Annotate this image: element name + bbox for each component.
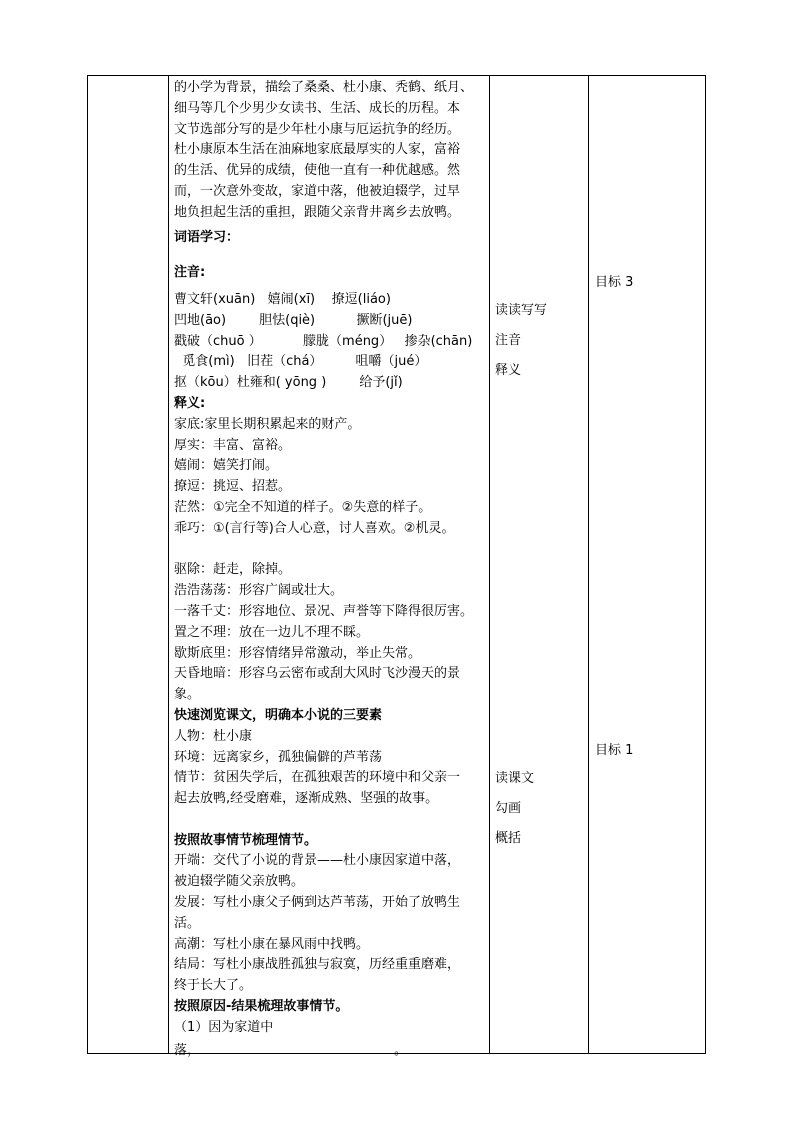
student-activity-group-1 (495, 296, 585, 386)
definition-line: 茫然：①完全不知道的样子。②失意的样子。 (174, 499, 432, 515)
intro-line: 的生活、优异的成绩，使他一直有一种优越感。然 (174, 163, 461, 179)
activity-label: 勾画 (495, 801, 522, 816)
activity-label: 注音 (495, 333, 522, 348)
activity-label: 释义 (495, 363, 522, 378)
column-divider-3 (588, 76, 589, 1053)
plot-line: 终于长大了。 (174, 978, 253, 994)
definition-line: 浩浩荡荡：形容广阔或壮大。 (174, 583, 344, 599)
lesson-table (87, 75, 706, 1058)
activity-label: 读课文 (495, 771, 535, 786)
plot-line: 发展：写杜小康父子俩到达芦苇荡，开始了放鸭生 (174, 895, 461, 911)
elements-line: 人物：杜小康 (174, 728, 253, 744)
plot-heading: 按照故事情节梳理情节。 (174, 832, 318, 848)
cause-heading: 按照原因-结果梳理故事情节。 (174, 999, 349, 1015)
elements-heading: 快速浏览课文，明确本小说的三要素 (174, 707, 383, 723)
definition-line: 一落千丈：形容地位、景况、声誉等下降得很厉害。 (174, 603, 474, 619)
definition-line: 天昏地暗：形容乌云密布或刮大风时飞沙漫天的景 (174, 666, 461, 682)
intro-line: 细马等几个少男少女读书、生活、成长的历程。本 (174, 100, 461, 116)
zhuyin-line: 抠（kōu）杜雍和( yōng ) 给予(jǐ) (174, 375, 403, 391)
plot-line: 开端：交代了小说的背景——杜小康因家道中落， (174, 853, 461, 869)
zhuyin-line: 凹地(āo) 胆怯(qiè) 撅断(juē) (174, 312, 413, 328)
cause-line-with-blank (174, 1039, 489, 1062)
definition-line: 歇斯底里：形容情绪异常激动，举止失常。 (174, 645, 422, 661)
plot-line: 活。 (174, 915, 201, 931)
plot-line: 结局：写杜小康战胜孤独与寂寞，历经重重磨难， (174, 957, 461, 973)
definition-line: 置之不理：放在一边儿不理不睬。 (174, 624, 370, 640)
activity-label: 读读写写 (495, 303, 548, 318)
teaching-content-column (174, 78, 489, 1061)
definition-line: 象。 (174, 687, 201, 703)
intro-line: 杜小康原本生活在油麻地家底最厚实的人家，富裕 (174, 142, 461, 158)
plot-line: 被迫辍学随父亲放鸭。 (174, 874, 305, 890)
column-divider-2 (489, 76, 490, 1053)
intro-line: 地负担起生活的重担，跟随父亲背井离乡去放鸭。 (174, 204, 461, 220)
vocab-heading: 词语学习： (174, 229, 240, 245)
definition-line: 乖巧：①(言行等)合人心意，讨人喜欢。②机灵。 (174, 520, 455, 536)
zhuyin-line: 戳破（chuō ） 朦胧（méng） 掺杂(chān) (174, 333, 473, 349)
zhuyin-heading: 注音: (174, 265, 206, 281)
intro-line: 文节选部分写的是少年杜小康与厄运抗争的经历。 (174, 121, 461, 137)
elements-line: 起去放鸭,经受磨难，逐渐成熟、坚强的故事。 (174, 791, 439, 807)
intro-line: 而，一次意外变故，家道中落，他被迫辍学，过早 (174, 183, 461, 199)
intro-line: 的小学为背景，描绘了桑桑、杜小康、秃鹤、纸月、 (174, 80, 474, 95)
definition-line: 撩逗：挑逗、招惹。 (174, 479, 292, 495)
definition-line: 嬉闹：嬉笑打闹。 (174, 458, 279, 474)
elements-line: 环境：远离家乡，孤独偏僻的芦苇荡 (174, 749, 383, 765)
definition-line: 驱除：赶走，除掉。 (174, 562, 292, 578)
activity-label: 概括 (495, 831, 522, 846)
student-activity-group-2 (495, 764, 585, 854)
zhuyin-line: 觅食(mì) 旧茬（chá） 咀嚼（jué） (174, 354, 428, 370)
shiyi-heading: 释义: (174, 395, 206, 411)
plot-line: 高潮：写杜小康在暴风雨中找鸭。 (174, 936, 370, 952)
zhuyin-line: 曹文轩(xuān) 嬉闹(xī) 撩逗(liáo) (174, 291, 391, 307)
goal-label-2: 目标 1 (595, 743, 634, 758)
elements-line: 情节：贫困失学后，在孤独艰苦的环境中和父亲一 (174, 770, 461, 786)
column-divider-1 (168, 76, 169, 1053)
fill-blank (204, 1039, 394, 1054)
definition-line: 厚实：丰富、富裕。 (174, 437, 292, 453)
cause-line: （1）因为家道中 (174, 1019, 274, 1035)
cause-suffix: 。 (394, 1042, 408, 1058)
cause-prefix: 落， (174, 1042, 201, 1058)
definition-line: 家底:家里长期积累起来的财产。 (174, 416, 361, 432)
goal-label-1: 目标 3 (595, 275, 634, 290)
